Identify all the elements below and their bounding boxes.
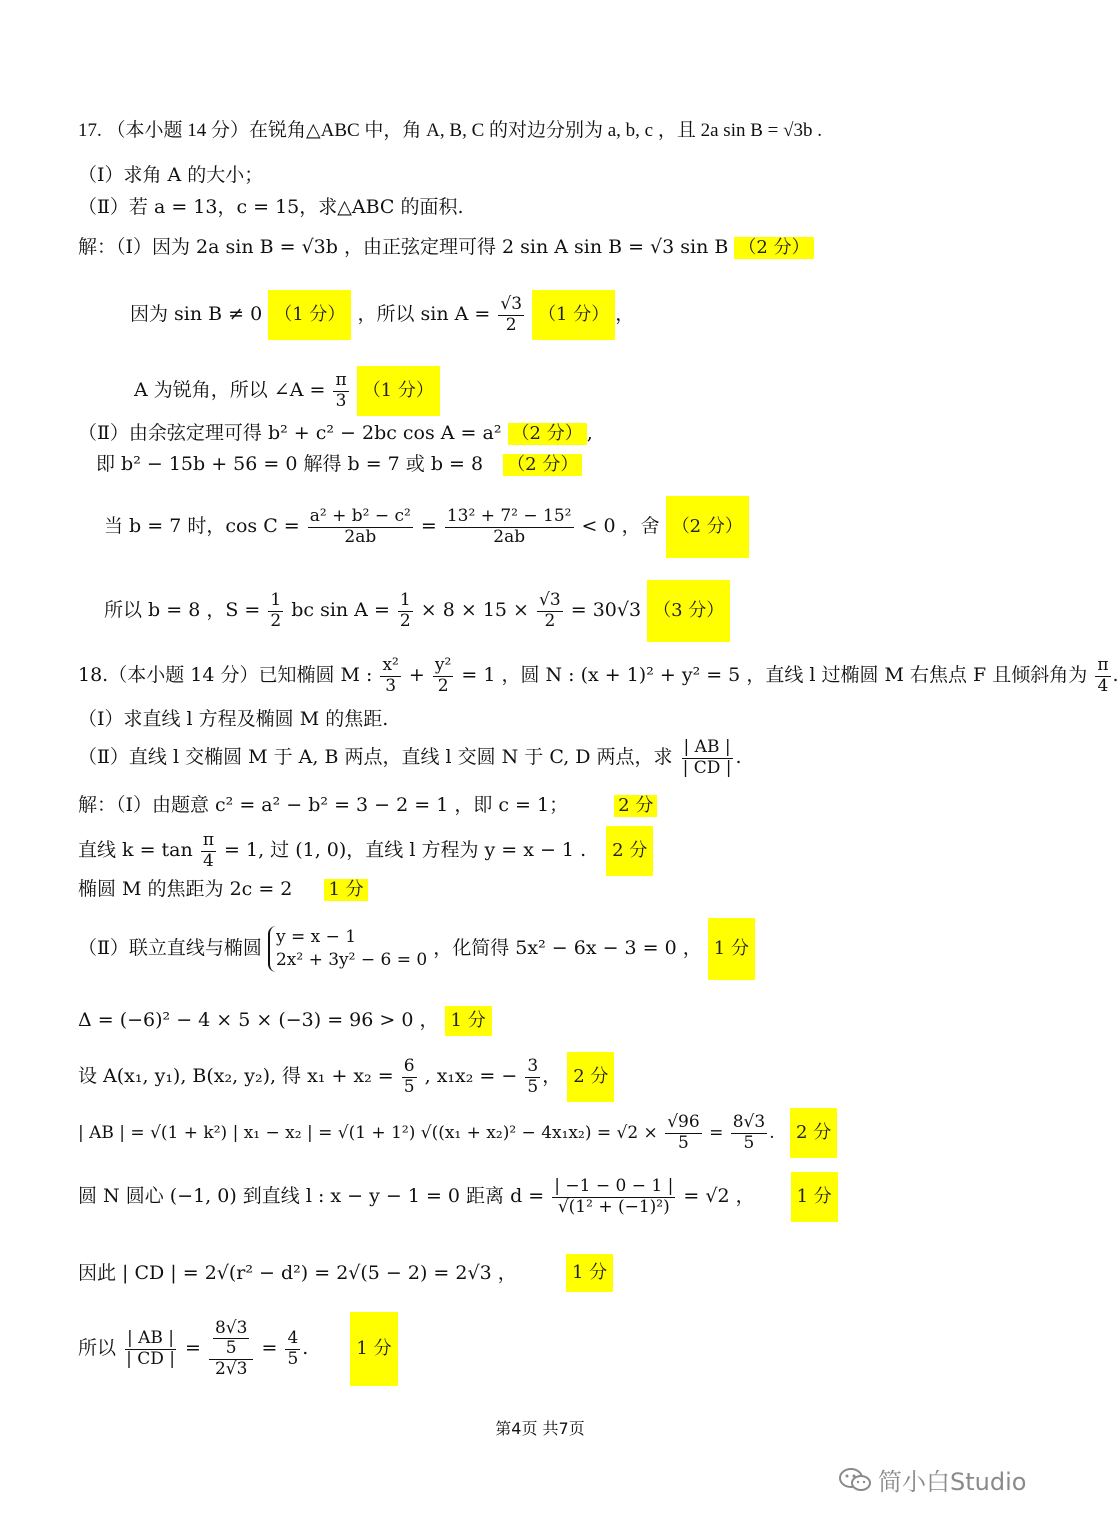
p18-question-1: （Ⅰ）求直线 l 方程及椭圆 M 的焦距.	[78, 708, 389, 730]
plus-sign: +	[408, 664, 425, 687]
p17-solution-line-4	[78, 422, 593, 445]
system-eq-1: y = x − 1	[275, 927, 357, 948]
equals-sign: =	[709, 1123, 724, 1143]
fraction: $\frac{√3}{2}$	[500, 293, 523, 335]
fraction: $\frac{√3}{2}$	[539, 589, 561, 631]
fraction: $\frac{\pi}{4}$	[1097, 655, 1109, 696]
p17-s4-end: ,	[586, 422, 593, 444]
p18-header-b: = 1 ，圆 N : (x + 1)² + y² = 5 ，直线 l 过椭圆 M 右焦点 F 且倾斜角为	[461, 664, 1088, 687]
p17-s6-end: < 0 ，舍	[581, 515, 660, 537]
p18-s8-end: = √2 ，	[683, 1185, 755, 1207]
p18-s6-end: ，	[542, 1065, 562, 1087]
p18-s7a-text: | AB | = √(1 + k²) | x₁ − x₂ | = √(1 + 1²) √((x₁ + x₂)² − 4x₁x₂) = √2 ×	[78, 1123, 658, 1143]
fraction: $\frac{\pi}{3}$	[335, 369, 347, 411]
score-badge: 2 分	[567, 1052, 614, 1102]
score-badge: 1 分	[324, 879, 367, 901]
p18-solution-line-8	[78, 1172, 838, 1222]
equals-sign: =	[185, 1337, 201, 1359]
p18-solution-line-3	[78, 878, 368, 901]
p17-s6-text: 当 b = 7 时，cos C =	[104, 515, 300, 537]
p17-solution-line-5	[96, 453, 582, 476]
p17-s5-text: 即 b² − 15b + 56 = 0 解得 b = 7 或 b = 8	[96, 453, 484, 475]
fraction: $\frac{| AB |}{| CD |}$	[126, 1327, 175, 1369]
p17-s7-mid: bc sin A =	[291, 599, 390, 621]
p18-s10a-text: 所以	[78, 1337, 117, 1359]
score-badge: （1 分）	[357, 366, 440, 416]
fraction: $\frac{| AB |}{| CD |}$	[682, 737, 732, 778]
p18-s8a-text: 圆 N 圆心 (−1, 0) 到直线 l : x − y − 1 = 0 距离 d =	[78, 1185, 545, 1207]
system-eq-2: 2x² + 3y² − 6 = 0	[275, 950, 428, 970]
fraction: $\frac{\text{x²}}{3}$	[382, 655, 399, 696]
fraction: $\frac{4}{5}$	[287, 1327, 299, 1369]
watermark	[838, 1462, 1026, 1497]
p17-s3-text: A 为锐角，所以 ∠A =	[134, 379, 326, 401]
fraction: $\frac{8√3}{5}$	[732, 1112, 766, 1153]
p18-solution-line-10	[78, 1312, 398, 1386]
p18-s10-end: .	[302, 1337, 309, 1359]
p18-s9-text: 因此 | CD | = 2√(r² − d²) = 2√(5 − 2) = 2√3 ，	[78, 1262, 517, 1284]
p17-s7-end: = 30√3	[570, 599, 642, 621]
p18-s2a-text: 直线 k = tan	[78, 839, 193, 861]
p17-question-1: （Ⅰ）求角 A 的大小；	[78, 164, 264, 186]
fraction: $\frac{6}{5}$	[403, 1055, 415, 1097]
p17-s4-text: （Ⅱ）由余弦定理可得 b² + c² − 2bc cos A = a²	[78, 422, 502, 444]
score-badge: （3 分）	[647, 580, 730, 642]
fraction: $\frac{\text{a² + b² − c²}}{2ab}$	[309, 505, 411, 547]
p18-solution-line-4	[78, 918, 755, 980]
p18-s4a-text: （Ⅱ）联立直线与椭圆	[78, 937, 262, 959]
p17-solution-line-6	[104, 496, 749, 558]
p18-q2-end: .	[735, 746, 742, 769]
p17-solution-line-2	[130, 290, 634, 340]
wechat-icon	[838, 1466, 872, 1494]
p17-solution-line-1	[78, 236, 814, 259]
p17-question-2: （Ⅱ）若 a = 13，c = 15，求△ABC 的面积.	[78, 196, 464, 218]
page-footer: 第4页 共7页	[495, 1419, 585, 1438]
fraction: $\frac{\text{y²}}{2}$	[434, 655, 452, 696]
score-badge: 1 分	[791, 1172, 838, 1222]
p18-s7-end: .	[769, 1123, 775, 1143]
p17-s2-end: ，	[615, 303, 635, 325]
p17-s2b-text: ，所以 sin A =	[357, 303, 491, 325]
p18-solution-line-5	[78, 1006, 492, 1036]
p17-s2a-text: 因为 sin B ≠ 0	[130, 303, 263, 325]
p18-s5-text: Δ = (−6)² − 4 × 5 × (−3) = 96 > 0 ，	[78, 1009, 439, 1031]
compound-numerator	[209, 1319, 253, 1360]
watermark-text: 简小白Studio	[878, 1468, 1027, 1496]
p17-s7-mid2: × 8 × 15 ×	[420, 599, 529, 621]
p18-solution-line-1	[78, 794, 657, 817]
equation-system	[268, 926, 427, 972]
fraction: $\frac{\pi}{4}$	[202, 829, 214, 871]
p18-solution-line-7	[78, 1108, 837, 1158]
p18-s3-text: 椭圆 M 的焦距为 2c = 2	[78, 878, 293, 900]
p18-s9-score-wrap	[566, 1254, 613, 1292]
p17-solution-line-7	[104, 580, 730, 642]
equals-sign: =	[420, 515, 437, 537]
score-badge: 1 分	[350, 1312, 397, 1386]
compound-denominator: 2√3	[214, 1358, 248, 1379]
compound-fraction	[209, 1319, 253, 1380]
p17-solution-line-3	[134, 366, 440, 416]
p18-s6b-text: , x₁x₂ = −	[424, 1065, 518, 1087]
fraction: $\frac{\text{13² + 7² − 15²}}{2ab}$	[446, 505, 572, 547]
fraction: $\frac{1}{2}$	[399, 589, 411, 631]
equals-sign: =	[261, 1337, 278, 1359]
score-badge: 2 分	[606, 826, 653, 876]
score-badge: （2 分）	[503, 454, 582, 476]
score-badge: （2 分）	[508, 423, 587, 445]
p18-q2-text: （Ⅱ）直线 l 交椭圆 M 于 A, B 两点，直线 l 交圆 N 于 C, D 两点，求	[78, 746, 673, 769]
score-badge: 2 分	[614, 795, 657, 817]
score-badge: 1 分	[445, 1006, 492, 1036]
score-badge: 1 分	[708, 918, 755, 980]
p18-s2b-text: = 1, 过 (1, 0)，直线 l 方程为 y = x − 1 .	[224, 839, 587, 861]
p18-s4b-text: ，化简得 5x² − 6x − 3 = 0 ，	[433, 937, 702, 959]
score-badge: （1 分）	[532, 290, 615, 340]
p17-s1-text: 解：（Ⅰ）因为 2a sin B = √3b ，由正弦定理可得 2 sin A sin B = √3 sin B	[78, 236, 729, 258]
score-badge: （2 分）	[666, 496, 749, 558]
p18-question-2	[78, 738, 742, 778]
score-badge: （1 分）	[268, 290, 351, 340]
score-badge: 1 分	[566, 1254, 613, 1292]
p18-s1-text: 解：（Ⅰ）由题意 c² = a² − b² = 3 − 2 = 1 ，即 c = 1；	[78, 794, 569, 816]
score-badge: 2 分	[790, 1108, 837, 1158]
p18-solution-line-6	[78, 1052, 614, 1102]
p18-solution-line-2	[78, 826, 653, 876]
fraction: $\frac{3}{5}$	[527, 1055, 539, 1097]
p18-solution-line-9	[78, 1262, 517, 1285]
fraction: $\frac{1}{2}$	[270, 589, 282, 631]
p18-s6a-text: 设 A(x₁, y₁), B(x₂, y₂), 得 x₁ + x₂ =	[78, 1065, 394, 1087]
score-badge: （2 分）	[734, 237, 813, 259]
p18-header-end: .	[1112, 664, 1119, 687]
p17-s7-text: 所以 b = 8 ，S =	[104, 599, 261, 621]
fraction: $\frac{| -1 - 0 - 1 |}{\text{√(1² + (−1)²)}}$	[554, 1175, 674, 1217]
p17-header: 17. （本小题 14 分）在锐角△ABC 中，角 A, B, C 的对边分别为 a, b, c ，且 2a sin B = √3b .	[78, 120, 823, 141]
p18-header	[78, 656, 1119, 696]
fraction: $\frac{√96}{5}$	[667, 1112, 700, 1153]
fraction: $\frac{8√3}{5}$	[214, 1317, 248, 1359]
p18-header-a: 18.（本小题 14 分）已知椭圆 M :	[78, 664, 373, 687]
